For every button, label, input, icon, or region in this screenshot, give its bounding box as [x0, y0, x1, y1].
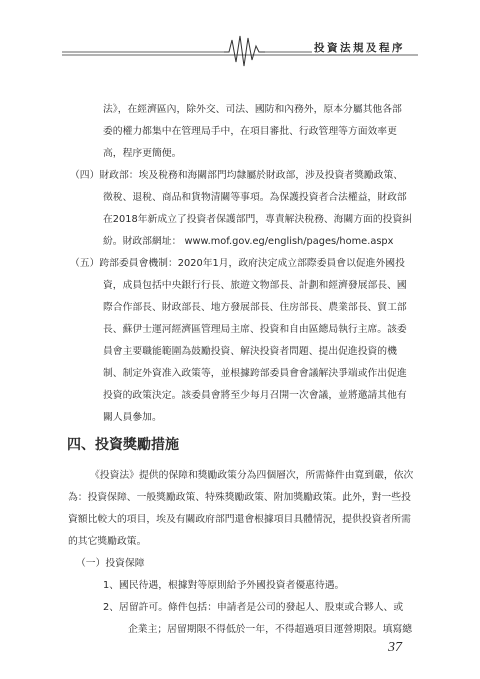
header-title: 投資法規及程序 — [314, 42, 405, 54]
body-line: 資，成員包括中央銀行行長、旅遊文物部長、計劃和經濟發展部長、國 — [103, 280, 407, 291]
running-header — [0, 0, 480, 70]
body-line: 資額比較大的項目，埃及有關政府部門還會根據項目具體情況，提供投資者所需 — [68, 514, 411, 525]
body-line: 徵稅、退稅、商品和貨物清關等事項。為保護投資者合法權益，財政部 — [103, 192, 407, 203]
body-line: 員會主要職能範圍為鼓勵投資、解決投資者問題、提出促進投資的機 — [103, 346, 397, 357]
list-item-heading: （四）財政部：埃及稅務和海關部門均隸屬於財政部，涉及投資者獎勵政策、 — [70, 170, 404, 181]
body-line: 長、蘇伊士運河經濟區管理局主席、投資和自由區總局執行主席。該委 — [103, 324, 407, 335]
page-number: 37 — [388, 640, 402, 655]
list-item: 1、國民待遇，根據對等原則給予外國投資者優惠待遇。 — [103, 580, 345, 591]
body-line: 高，程序更簡便。 — [103, 148, 182, 159]
body-line: 投資的政策決定。該委員會將至少每月召開一次會議，並將邀請其他有 — [103, 390, 407, 401]
list-item-heading: （五）跨部委員會機制：2020年1月，政府決定成立部際委員會以促進外國投 — [70, 258, 405, 269]
body-line: 企業主；居留期限不得低於一年，不得超過項目運營期限。填寫總 — [128, 624, 413, 635]
body-line: 為：投資保障、一般獎勵政策、特殊獎勵政策、附加獎勵政策。此外，對一些投 — [68, 492, 411, 503]
body-line: 際合作部長、財政部長、地方發展部長、住房部長、農業部長、貿工部 — [103, 302, 407, 313]
subsection-heading: （一）投資保障 — [76, 558, 145, 569]
body-line: 關人員參加。 — [103, 412, 162, 423]
body-line: 在2018年新成立了投資者保護部門，專責解決稅務、海關方面的投資糾 — [103, 214, 413, 225]
body-line: 制、制定外資准入政策等，並根據跨部委員會會議解決爭端或作出促進 — [103, 368, 407, 379]
section-heading: 四、投資獎勵措施 — [67, 437, 179, 453]
body-line: 法》，在經濟區內，除外交、司法、國防和內務外，原本分屬其他各部 — [103, 104, 402, 115]
list-item: 2、居留許可。條件包括：申請者是公司的發起人、股東或合夥人、或 — [103, 602, 404, 613]
body-line: 《投資法》提供的保障和獎勵政策分為四個層次，所需條件由寬到嚴，依次 — [90, 470, 414, 481]
url-line: 紛。財政部網址： www.mof.gov.eg/english/pages/home.aspx — [103, 236, 394, 247]
body-line: 的其它獎勵政策。 — [68, 536, 147, 547]
header-rule-pulse-graphic — [0, 0, 480, 70]
body-line: 委的權力都集中在管理局手中，在項目審批、行政管理等方面效率更 — [103, 126, 397, 137]
